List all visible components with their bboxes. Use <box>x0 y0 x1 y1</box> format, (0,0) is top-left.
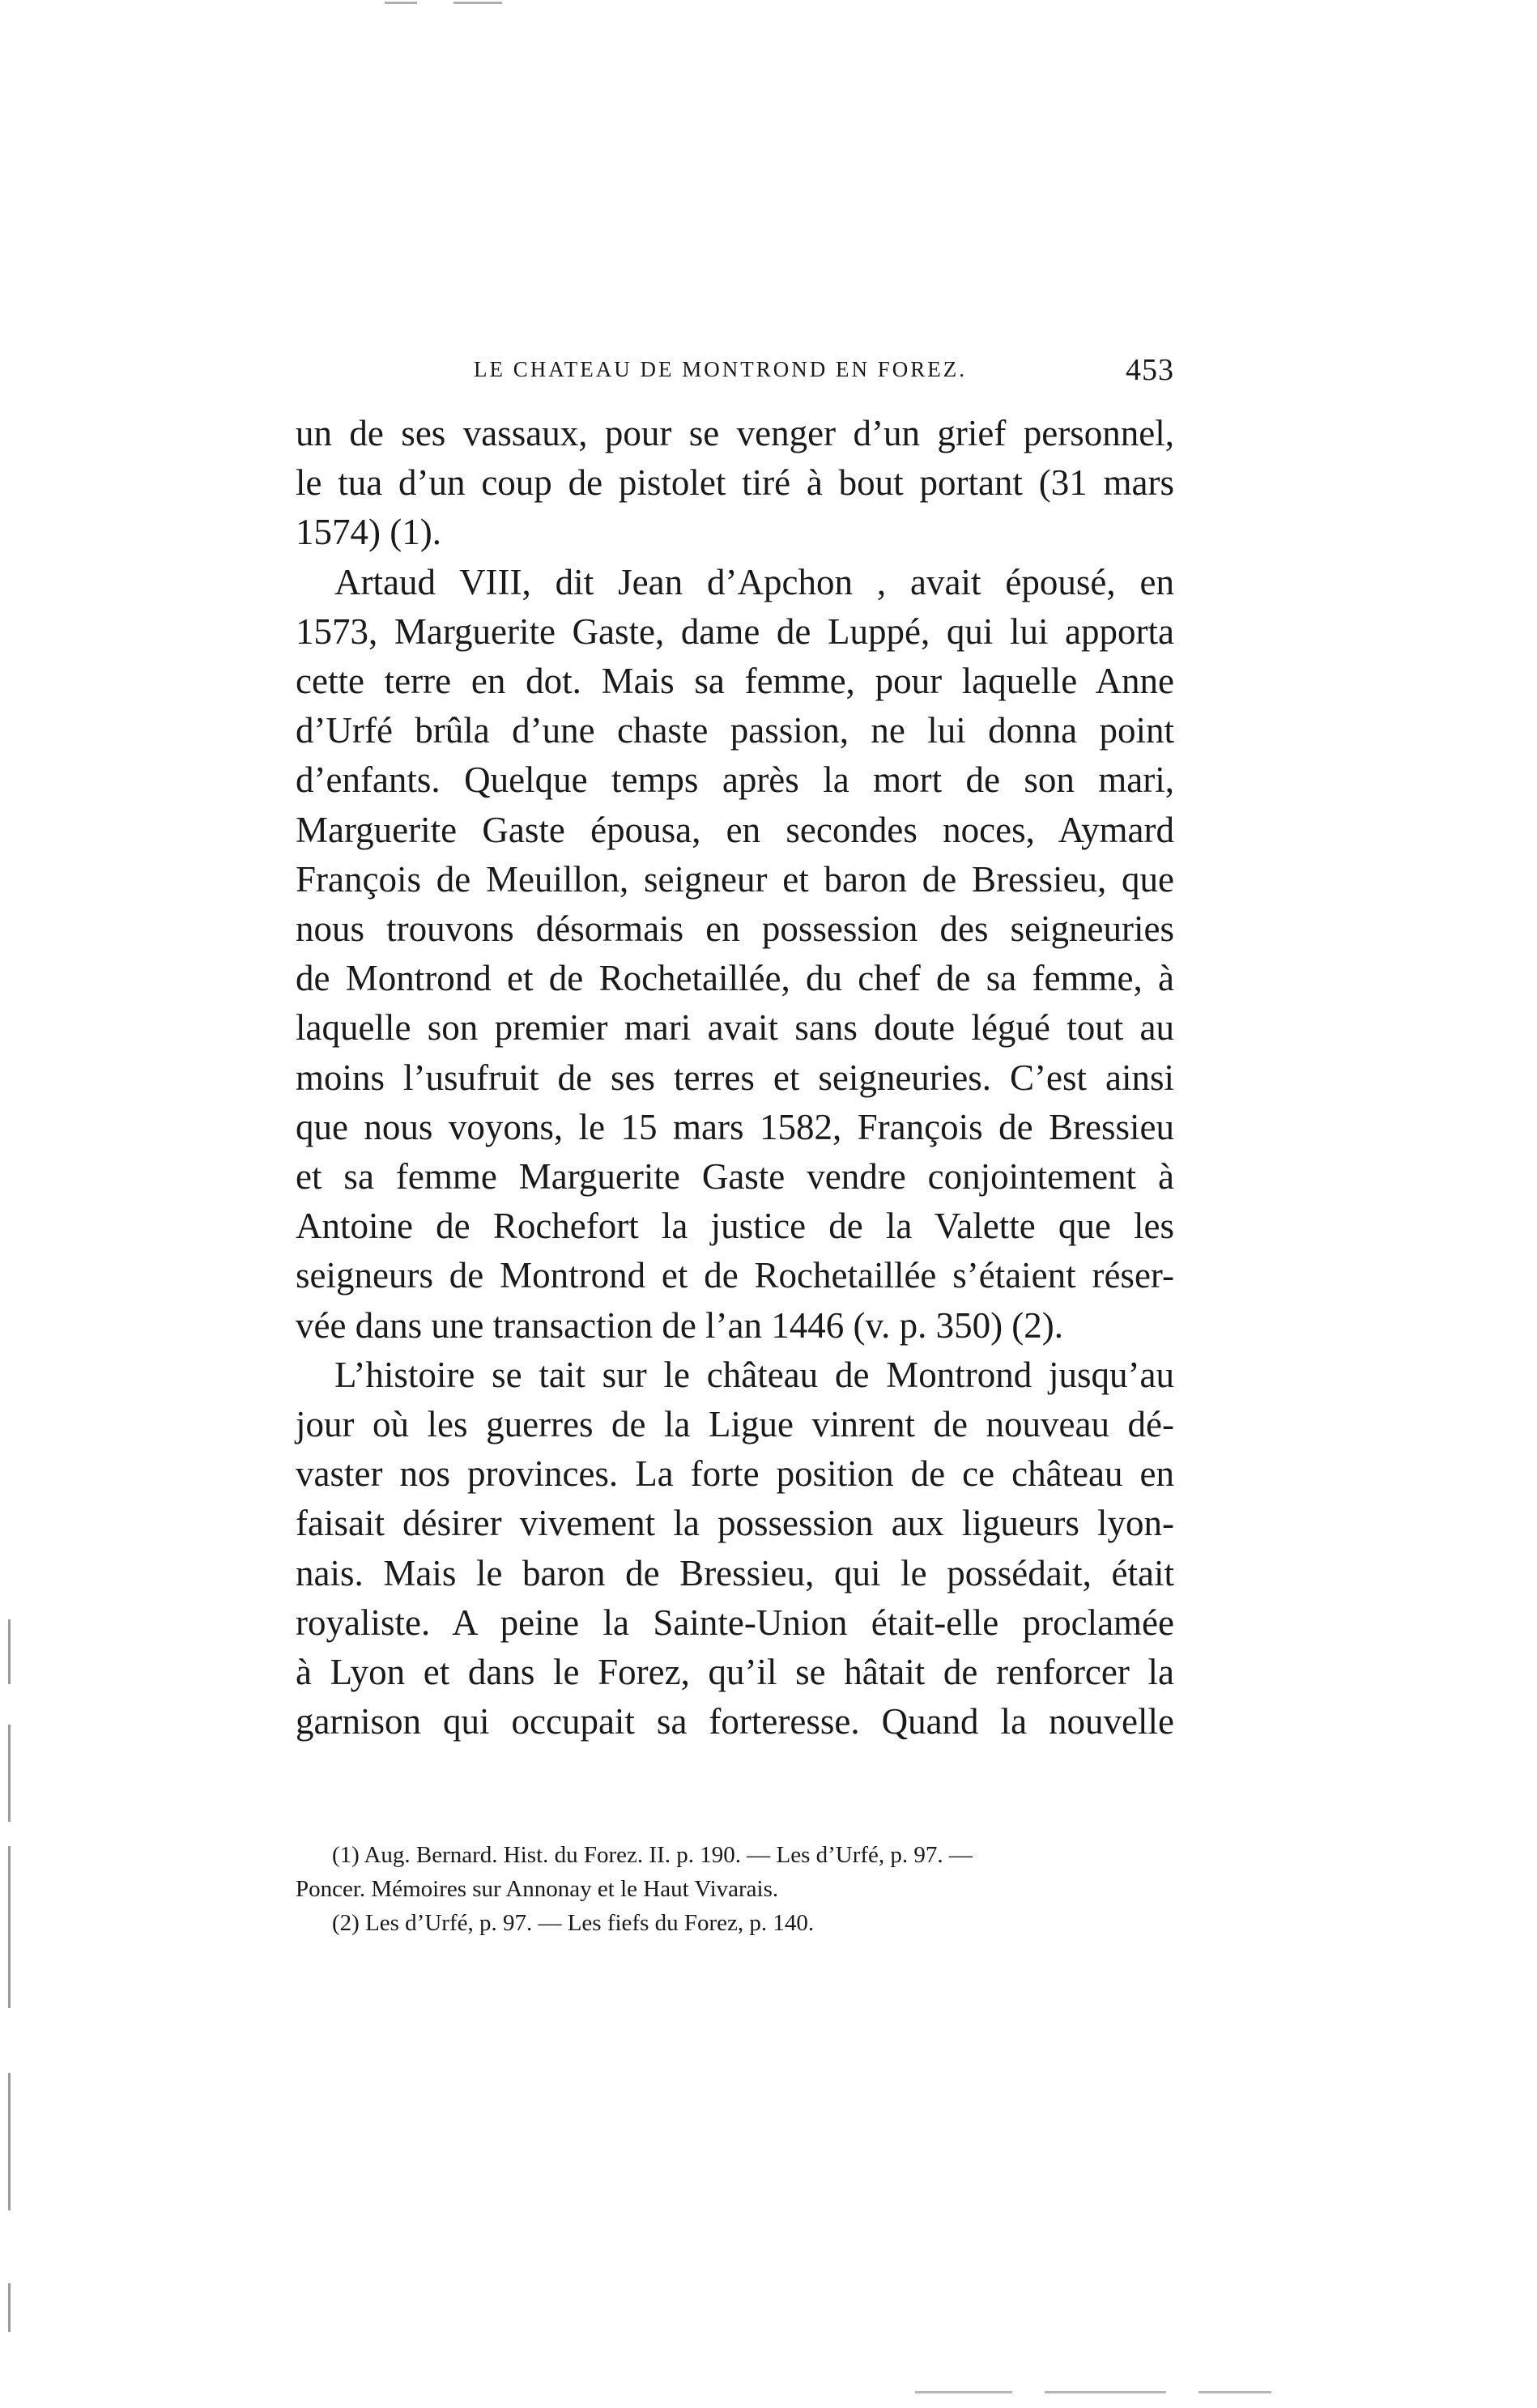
text-line: garnison qui occupait sa forteresse. Quand la nouvelle <box>296 1701 1174 1742</box>
footnote-2: (2) Les d’Urfé, p. 97. — Les fiefs du Forez, p. 140. <box>332 1910 815 1936</box>
text-line: seigneurs de Montrond et de Rochetaillée s’étaient réser- <box>296 1255 1174 1296</box>
scan-edge-mark <box>8 1846 11 2008</box>
footnotes <box>296 1838 1174 1940</box>
text-line: Antoine de Rochefort la justice de la Valette que les <box>296 1206 1174 1247</box>
text-line: un de ses vassaux, pour se venger d’un grief personnel, <box>296 413 1174 453</box>
running-title: LE CHATEAU DE MONTROND EN FOREZ. <box>474 357 967 381</box>
scan-edge-mark <box>8 1619 11 1684</box>
text-line: nous trouvons désormais en possession des seigneuries <box>296 908 1174 950</box>
text-line: d’Urfé brûla d’une chaste passion, ne lui donna point <box>296 710 1174 751</box>
scan-mark <box>1045 2391 1166 2393</box>
text-line: L’histoire se tait sur le château de Montrond jusqu’au <box>334 1354 1174 1395</box>
scan-mark <box>385 2 417 4</box>
text-line: jour où les guerres de la Ligue vinrent de nouveau dé- <box>296 1404 1174 1445</box>
text-line: cette terre en dot. Mais sa femme, pour laquelle Anne <box>296 661 1174 702</box>
text-line: à Lyon et dans le Forez, qu’il se hâtait de renforcer la <box>296 1652 1174 1693</box>
text-line: vaster nos provinces. La forte position de ce château en <box>296 1453 1174 1495</box>
text-line: d’enfants. Quelque temps après la mort de son mari, <box>296 759 1174 801</box>
footnote-1: (1) Aug. Bernard. Hist. du Forez. II. p. 190. — Les d’Urfé, p. 97. — <box>332 1842 973 1868</box>
text-line: que nous voyons, le 15 mars 1582, François de Bressieu <box>296 1106 1174 1147</box>
text-line: royaliste. A peine la Sainte-Union était-elle proclamée <box>296 1602 1174 1643</box>
scan-edge-mark <box>8 2073 11 2210</box>
text-line: Marguerite Gaste épousa, en secondes noces, Aymard <box>296 809 1174 850</box>
scan-edge-mark <box>8 2283 11 2332</box>
text-line: Artaud VIII, dit Jean d’Apchon , avait épousé, en <box>334 561 1174 602</box>
text-line: faisait désirer vivement la possession aux ligueurs lyon- <box>296 1503 1174 1544</box>
text-line: et sa femme Marguerite Gaste vendre conjointement à <box>296 1156 1174 1198</box>
footnote-1-continuation: Poncer. Mémoires sur Annonay et le Haut Vivarais. <box>296 1876 779 1902</box>
text-line: moins l’usufruit de ses terres et seigneuries. C’est ainsi <box>296 1057 1174 1098</box>
text-line: vée dans une transaction de l’an 1446 (v. p. 350) (2). <box>296 1304 1064 1346</box>
text-line: François de Meuillon, seigneur et baron de Bressieu, que <box>296 858 1174 900</box>
scan-mark <box>453 2 502 4</box>
text-line: nais. Mais le baron de Bressieu, qui le possédait, était <box>296 1552 1174 1593</box>
body-text <box>296 409 1174 1746</box>
text-line: 1574) (1). <box>296 512 441 553</box>
text-line: de Montrond et de Rochetaillée, du chef de sa femme, à <box>296 958 1174 999</box>
text-line: laquelle son premier mari avait sans doute légué tout au <box>296 1007 1174 1049</box>
text-line: le tua d’un coup de pistolet tiré à bout portant (31 mars <box>296 462 1174 504</box>
scan-mark <box>915 2391 1012 2393</box>
text-line: 1573, Marguerite Gaste, dame de Luppé, qui lui apporta <box>296 611 1174 652</box>
scan-edge-mark <box>8 1725 11 1822</box>
scan-mark <box>1199 2391 1271 2393</box>
page-number: 453 <box>1126 353 1174 387</box>
running-header <box>296 352 1174 393</box>
